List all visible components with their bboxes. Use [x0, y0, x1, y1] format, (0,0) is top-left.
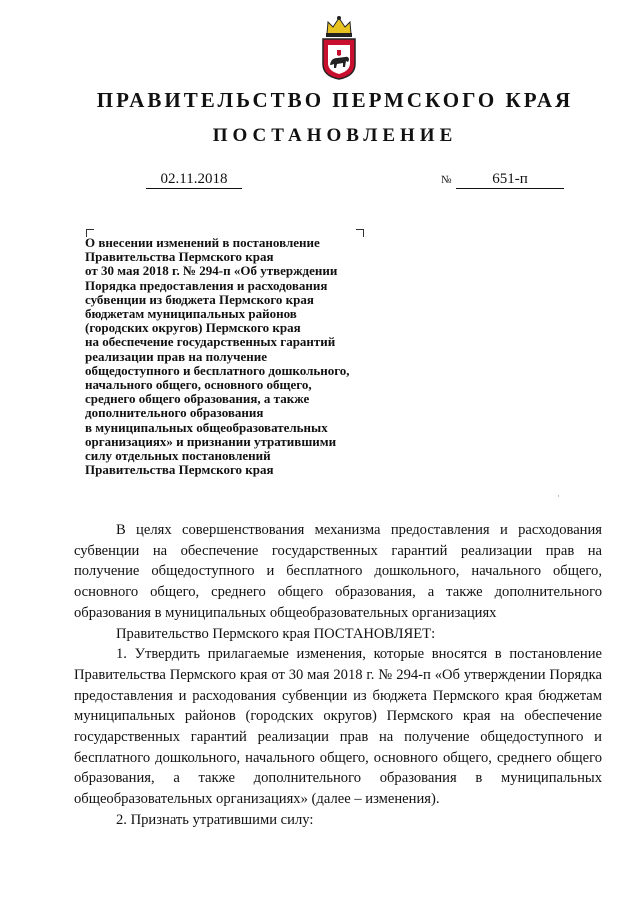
resolution-paragraph: Правительство Пермского края ПОСТАНОВЛЯЕТ: [116, 625, 436, 642]
government-title: ПРАВИТЕЛЬСТВО ПЕРМСКОГО КРАЯ [96, 88, 574, 112]
number-sign: № [441, 174, 452, 186]
perm-krai-coat-of-arms-icon [319, 14, 359, 80]
document-body [74, 520, 602, 831]
subject-line: Правительства Пермского края [85, 249, 274, 265]
subject-line: в муниципальных общеобразовательных [85, 419, 328, 435]
subject-line: реализации прав на получение [85, 348, 268, 364]
subject-line: бюджетам муниципальных районов [85, 306, 297, 322]
shield-icon [323, 39, 355, 79]
crown-icon [326, 16, 352, 37]
subject-line: от 30 мая 2018 г. № 294-п «Об утверждении [85, 263, 338, 279]
document-number: 651-п [456, 171, 564, 189]
subject-line: субвенции из бюджета Пермского края [85, 291, 314, 307]
document-subject [85, 236, 405, 477]
subject-line: (городских округов) Пермского края [85, 320, 301, 336]
clause-1-paragraph: 1. Утвердить прилагаемые изменения, которые вносятся в постановление Правительства Пермского края от 30 мая 2018 г. № 294-п «Об утверждении Порядка предоставления и расходования субвенции из бюджета Пермского края бюджетам муниципальных районов (городских округов) Пермского края на обеспечение государственных гарантий реализации прав на получение общедоступного и бесплатного дошкольного, начального общего, основного общего, среднего общего образования, а также дополнительного образования в муниципальных общеобразовательных организациях» (далее – изменения). [74, 646, 602, 808]
subject-line: начального общего, основного общего, [85, 377, 312, 393]
subject-line: О внесении изменений в постановление [85, 235, 320, 250]
clause-2-paragraph: 2. Признать утратившими силу: [116, 811, 314, 828]
subject-line: общедоступного и бесплатного дошкольного, [85, 362, 350, 378]
scan-artifact: · [557, 491, 560, 501]
subject-line: среднего общего образования, а также [85, 391, 310, 407]
subject-line: силу отдельных постановлений [85, 448, 271, 464]
subject-line: Порядка предоставления и расходования [85, 277, 328, 293]
preamble-paragraph: В целях совершенствования механизма предоставления и расходования субвенции на обеспечение государственных гарантий реализации прав на получение общедоступного и бесплатного дошкольного, начального общего, основного общего, среднего общего образования, а также дополнительного образования в муниципальных общеобразовательных организациях [74, 522, 602, 621]
subject-line: на обеспечение государственных гарантий [85, 334, 336, 350]
subject-line: Правительства Пермского края [85, 462, 274, 478]
document-date: 02.11.2018 [146, 171, 242, 189]
document-type: ПОСТАНОВЛЕНИЕ [212, 125, 458, 146]
subject-line: дополнительного образования [85, 405, 264, 421]
subject-line: организациях» и признании утратившими [85, 433, 337, 449]
